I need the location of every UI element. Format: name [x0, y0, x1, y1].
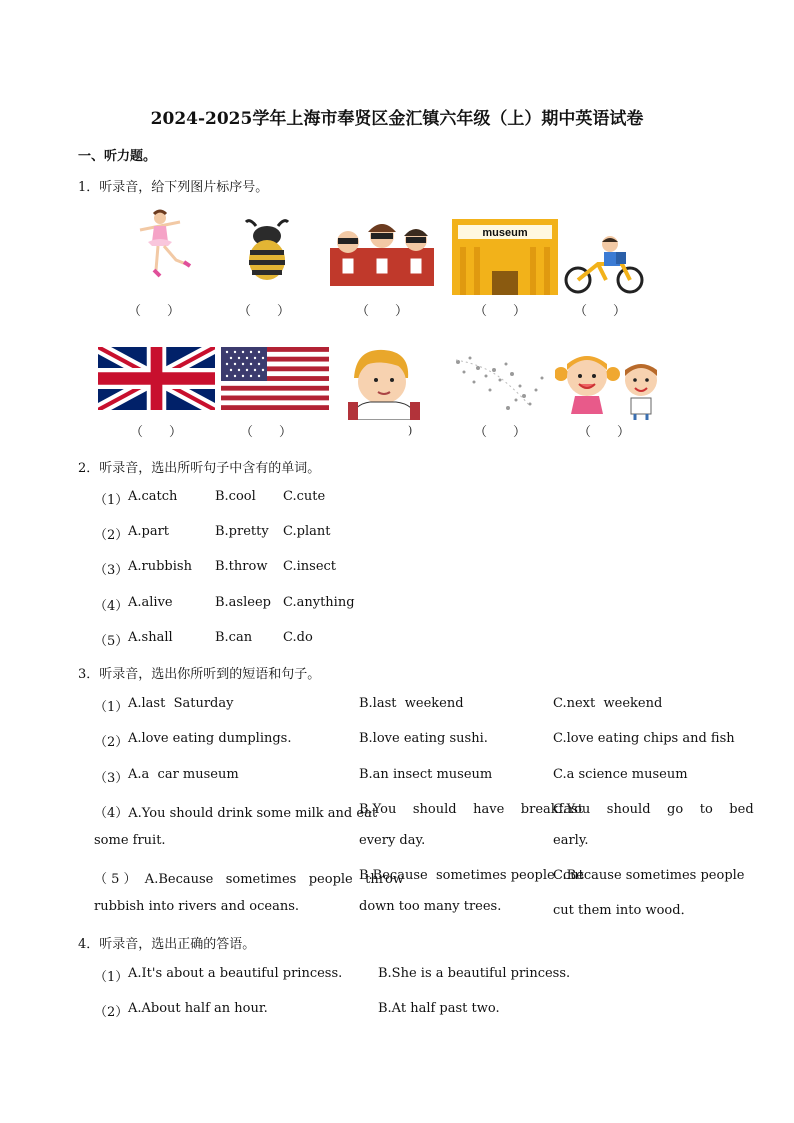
answer-blank-8-partial[interactable]: ): [408, 424, 413, 437]
museum-sign-text: museum: [482, 227, 528, 239]
q4-option-b[interactable]: B.At half past two.: [378, 1001, 500, 1016]
boy-on-bike-picture: [562, 234, 646, 294]
q2-option-b[interactable]: B.throw: [215, 559, 268, 574]
q4-option-a[interactable]: A.It's about a beautiful princess.: [128, 966, 343, 981]
answer-blank-5[interactable]: （ ）: [574, 304, 627, 319]
q3-option-b[interactable]: B.love eating sushi.: [359, 731, 488, 746]
q3-item5-option-b-line2[interactable]: down too many trees.: [359, 899, 502, 914]
question-2-prompt: 2．听录音，选出所听句子中含有的单词。: [78, 461, 321, 476]
q3-item5-option-b-line1[interactable]: B.Because sometimes people cut: [359, 868, 584, 883]
answer-blank-10[interactable]: （ ）: [578, 425, 631, 440]
map-picture: [450, 350, 550, 418]
answer-blank-3[interactable]: （ ）: [356, 304, 409, 319]
q2-option-c[interactable]: C.plant: [283, 524, 331, 539]
q2-option-a[interactable]: A.catch: [128, 489, 178, 504]
q2-option-b[interactable]: B.cool: [215, 489, 256, 504]
q2-option-c[interactable]: C.insect: [283, 559, 337, 574]
q2-option-c[interactable]: C.anything: [283, 595, 355, 610]
q3-item5-option-c-line1[interactable]: C.Because sometimes people: [553, 868, 745, 883]
q2-option-b[interactable]: B.can: [215, 630, 253, 645]
q2-option-c[interactable]: C.do: [283, 630, 313, 645]
page-title: 2024-2025学年上海市奉贤区金汇镇六年级（上）期中英语试卷: [150, 109, 644, 129]
boy-with-backpack-picture: [344, 348, 424, 420]
q3-option-a[interactable]: A.love eating dumplings.: [128, 731, 292, 746]
answer-blank-4[interactable]: （ ）: [474, 304, 527, 319]
q3-option-c[interactable]: C.love eating chips and fish: [553, 731, 735, 746]
q2-option-a[interactable]: A.alive: [128, 595, 173, 610]
q3-option-b[interactable]: B.last weekend: [359, 696, 464, 711]
q4-item-number: （1）: [94, 970, 129, 985]
q3-item4-option-b-line2[interactable]: every day.: [359, 833, 426, 848]
q4-item-number: （2）: [94, 1005, 129, 1020]
q3-option-a[interactable]: A.a car museum: [128, 767, 239, 782]
uk-flag-picture: [98, 347, 215, 410]
answer-blank-7[interactable]: （ ）: [240, 425, 293, 440]
q3-item-number: （3）: [94, 771, 129, 786]
us-flag-picture: [221, 347, 329, 410]
question-3-prompt: 3．听录音，选出你所听到的短语和句子。: [78, 667, 321, 682]
answer-blank-6[interactable]: （ ）: [130, 425, 183, 440]
q4-option-a[interactable]: A.About half an hour.: [128, 1001, 268, 1016]
answer-blank-1[interactable]: （ ）: [128, 304, 181, 319]
q3-item4-option-b-line1[interactable]: B.You should have breakfast: [359, 802, 584, 817]
question-4-prompt: 4．听录音，选出正确的答语。: [78, 937, 256, 952]
q2-item-number: （4）: [94, 599, 129, 614]
bee-picture: [244, 216, 290, 282]
q2-item-number: （1）: [94, 493, 129, 508]
answer-blank-9[interactable]: （ ）: [474, 425, 527, 440]
q2-item-number: （5）: [94, 634, 129, 649]
q3-item5-option-a-line1[interactable]: （ 5 ） A.Because sometimes people throw: [94, 872, 404, 887]
q3-item4-option-a-line1[interactable]: （4）A.You should drink some milk and eat: [94, 806, 378, 821]
museum-picture: [452, 219, 558, 295]
q3-item4-option-c-line1[interactable]: C.You should go to bed: [553, 802, 754, 817]
q2-option-c[interactable]: C.cute: [283, 489, 326, 504]
question-1-prompt: 1．听录音，给下列图片标序号。: [78, 180, 269, 195]
q3-item4-option-c-line2[interactable]: early.: [553, 833, 589, 848]
q2-option-a[interactable]: A.part: [128, 524, 170, 539]
q4-option-b[interactable]: B.She is a beautiful princess.: [378, 966, 571, 981]
q3-item-number: （1）: [94, 700, 129, 715]
section-heading-listening: 一、听力题。: [78, 149, 157, 164]
answer-blank-2[interactable]: （ ）: [238, 304, 291, 319]
q2-option-a[interactable]: A.rubbish: [128, 559, 192, 574]
ballet-dancer-picture: [138, 208, 194, 284]
q3-option-b[interactable]: B.an insect museum: [359, 767, 493, 782]
q3-option-a[interactable]: A.last Saturday: [128, 696, 234, 711]
q2-option-b[interactable]: B.pretty: [215, 524, 269, 539]
q3-item-number: （2）: [94, 735, 129, 750]
q2-item-number: （2）: [94, 528, 129, 543]
q3-item4-option-a-line2[interactable]: some fruit.: [94, 833, 166, 848]
girl-and-boy-picture: [555, 354, 663, 420]
q3-option-c[interactable]: C.next weekend: [553, 696, 663, 711]
q3-option-c[interactable]: C.a science museum: [553, 767, 688, 782]
q2-option-a[interactable]: A.shall: [128, 630, 173, 645]
cinema-audience-picture: [330, 212, 434, 286]
q2-item-number: （3）: [94, 563, 129, 578]
q3-item5-option-a-line2[interactable]: rubbish into rivers and oceans.: [94, 899, 300, 914]
q2-option-b[interactable]: B.asleep: [215, 595, 271, 610]
q3-item5-option-c-line2[interactable]: cut them into wood．: [553, 903, 694, 918]
